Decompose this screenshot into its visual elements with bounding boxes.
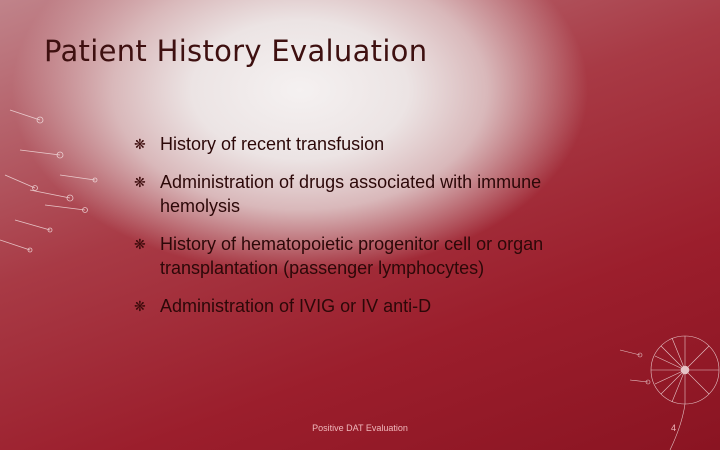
bullet-item (134, 294, 604, 318)
bullet-item (134, 232, 604, 280)
bullet-text: Administration of drugs associated with immune hemolysis (160, 172, 542, 216)
bullet-item (134, 132, 604, 156)
dandelion-seeds-decoration (0, 80, 130, 310)
bullet-text: Administration of IVIG or IV anti-D (160, 296, 432, 316)
page-number: 4 (670, 423, 676, 433)
bullet-text: History of hematopoietic progenitor cell or organ transplantation (passenger lymphocytes) (160, 234, 544, 278)
flower-bullet-icon: ❋ (134, 298, 146, 314)
bullet-item (134, 170, 604, 218)
flower-bullet-icon: ❋ (134, 136, 146, 152)
bullet-list (134, 132, 604, 332)
flower-bullet-icon: ❋ (134, 236, 146, 252)
footer-text: Positive DAT Evaluation (312, 423, 408, 433)
slide-title: Patient History Evaluation (44, 34, 428, 68)
flower-bullet-icon: ❋ (134, 174, 146, 190)
bullet-text: History of recent transfusion (160, 134, 385, 154)
